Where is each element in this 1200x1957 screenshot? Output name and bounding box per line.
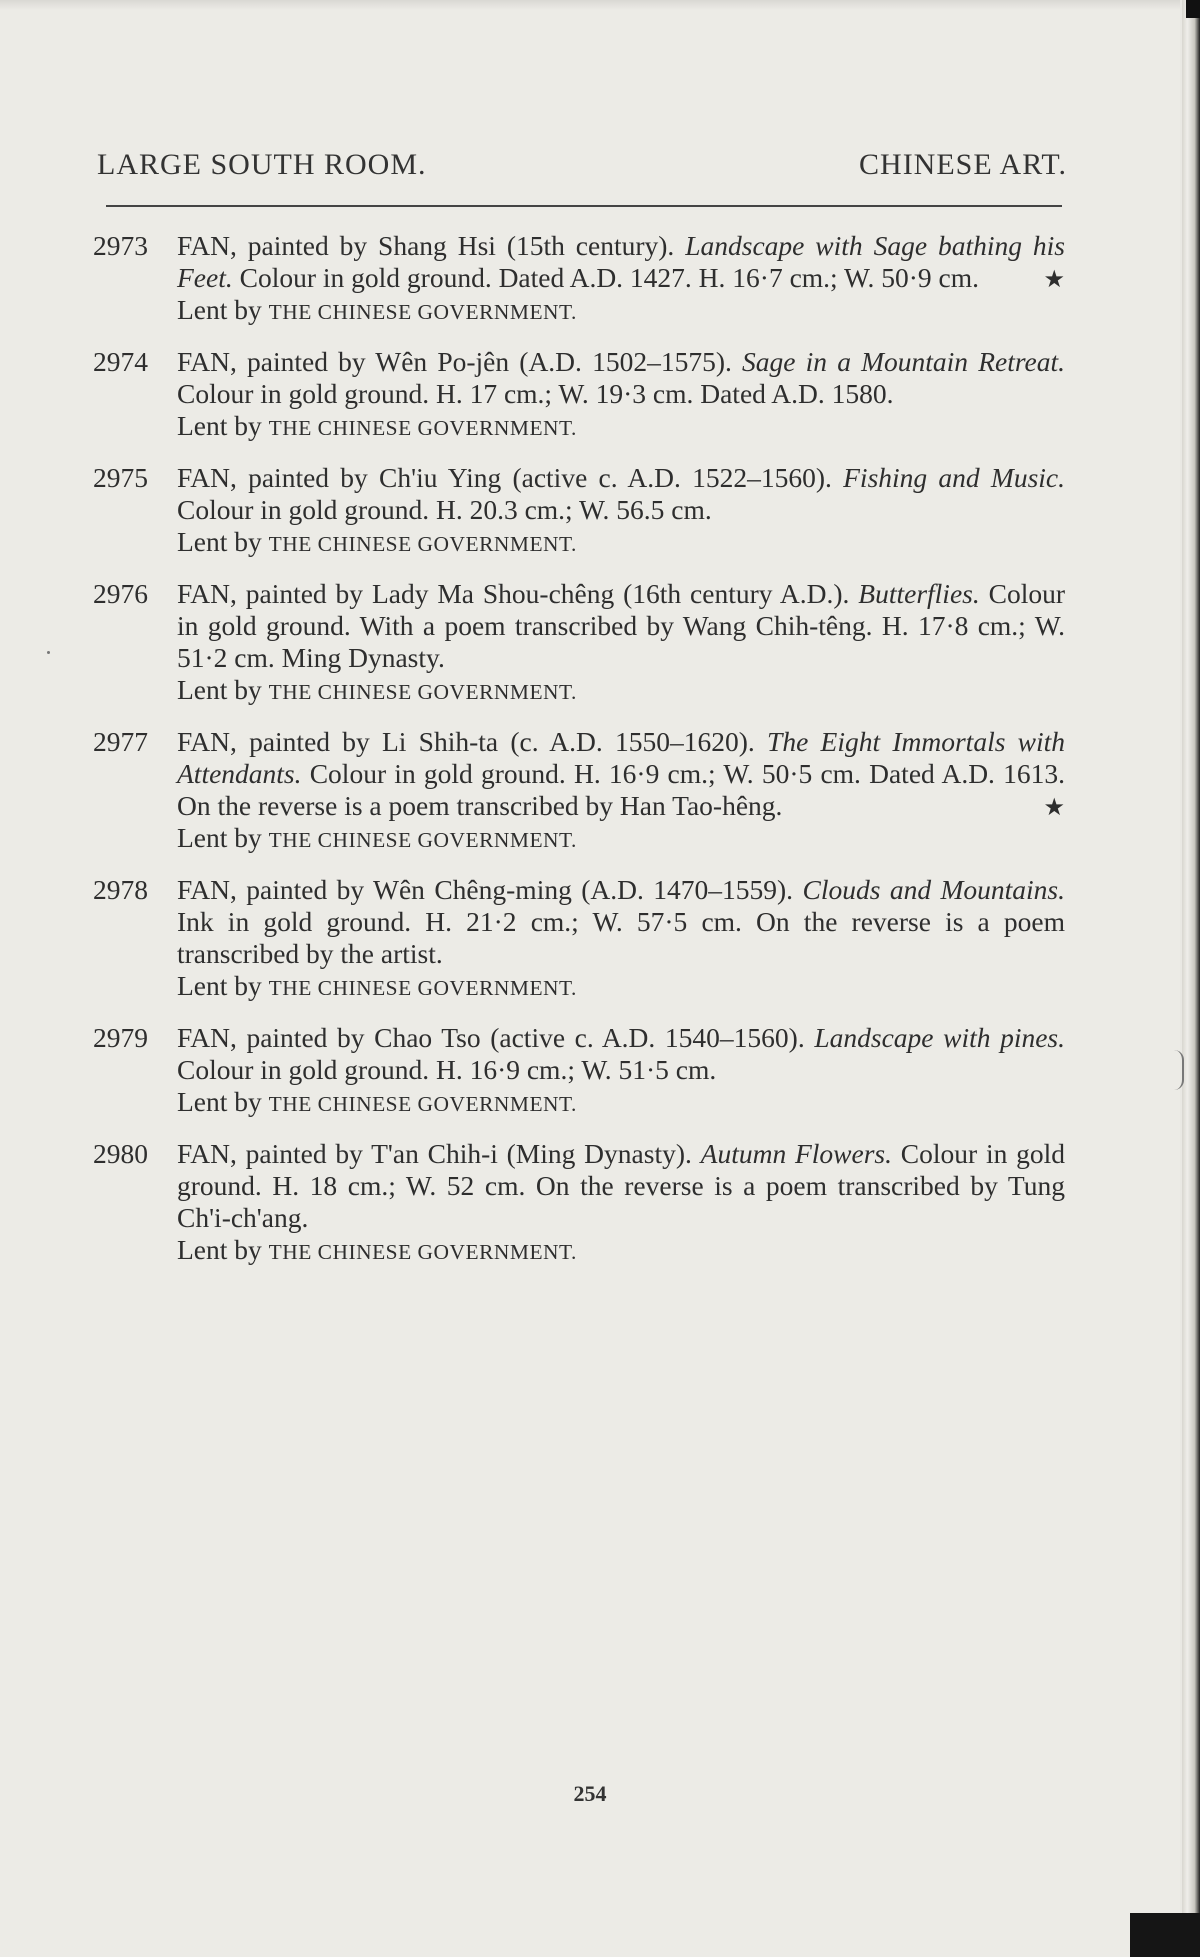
entry-lead: FAN, painted by Chao Tso (active c. A.D. 1540–1560). [177,1022,805,1053]
entry-details: Colour in gold ground. H. 20.3 cm.; W. 56.5 cm. [177,494,712,525]
running-header [97,148,1067,188]
entry-details: Colour in gold ground. With a poem transcribed by Wang Chih-têng. H. 17·8 cm.; W. 51·2 cm. Ming Dynasty. [177,578,1066,673]
entry-details: Colour in gold ground. H. 18 cm.; W. 52 cm. On the reverse is a poem transcribed by Tung Ch'i-ch'ang. [177,1138,1066,1233]
entry-title: Autumn Flowers. [700,1138,892,1169]
catalogue-entry [93,578,1065,708]
entry-title: Clouds and Mountains. [802,874,1066,905]
lender-prefix: Lent by [177,1234,262,1265]
entry-lead: FAN, painted by Wên Po-jên (A.D. 1502–1575). [177,346,732,377]
entry-lender-line [177,410,1065,444]
catalogue-entry [93,462,1065,560]
entry-title: Landscape with pines. [814,1022,1066,1053]
entry-lender-line [177,674,1065,708]
header-room: LARGE SOUTH ROOM. [97,148,427,181]
entry-lender-line [177,294,1065,328]
lender-name: THE CHINESE GOVERNMENT. [268,976,577,1000]
entry-number: 2973 [93,230,148,261]
spine-bottom-corner [1130,1913,1200,1957]
page-number: 254 [573,1781,607,1806]
lender-name: THE CHINESE GOVERNMENT. [268,532,577,556]
catalogue-entry [93,1138,1065,1268]
lender-name: THE CHINESE GOVERNMENT. [268,416,577,440]
entry-lead: FAN, painted by Wên Chêng-ming (A.D. 1470–1559). [177,874,794,905]
entry-details: Colour in gold ground. Dated A.D. 1427. H. 16·7 cm.; W. 50·9 cm. [239,262,979,293]
lender-prefix: Lent by [177,970,262,1001]
margin-speck [47,651,50,654]
star-icon: ★ [1043,795,1065,821]
entry-number: 2978 [93,874,148,905]
entry-description [177,874,1065,970]
entry-title: Landscape with Sage bathing his Feet. [177,230,1065,293]
catalogue-entries [93,230,1065,1286]
page-top-edge [0,0,1180,10]
page-edge-nick [1174,1050,1184,1090]
header-section: CHINESE ART. [859,148,1067,181]
entry-details: Colour in gold ground. H. 16·9 cm.; W. 51·5 cm. [177,1054,717,1085]
header-rule [106,205,1062,207]
lender-prefix: Lent by [177,526,262,557]
lender-prefix: Lent by [177,410,262,441]
lender-name: THE CHINESE GOVERNMENT. [268,1092,577,1116]
entry-description [177,462,1065,526]
entry-lead: FAN, painted by T'an Chih-i (Ming Dynasty). [177,1138,692,1169]
entry-description [177,346,1065,410]
entry-description [177,1022,1065,1086]
entry-title: Butterflies. [858,578,980,609]
entry-number: 2977 [93,726,148,757]
lender-name: THE CHINESE GOVERNMENT. [268,680,577,704]
entry-number: 2976 [93,578,148,609]
entry-number: 2979 [93,1022,148,1053]
star-icon: ★ [1043,267,1065,293]
entry-number: 2975 [93,462,148,493]
catalogue-entry [93,874,1065,1004]
entry-lender-line [177,1086,1065,1120]
entry-description [177,1138,1065,1234]
entry-title: The Eight Immortals with Attendants. [177,726,1066,789]
entry-title: Sage in a Mountain Retreat. [742,346,1065,377]
entry-lead: FAN, painted by Lady Ma Shou-chêng (16th century A.D.). [177,578,850,609]
entry-lender-line [177,1234,1065,1268]
entry-lead: FAN, painted by Li Shih-ta (c. A.D. 1550–1620). [177,726,755,757]
entry-number: 2980 [93,1138,148,1169]
entry-number: 2974 [93,346,148,377]
book-spine-edge [1182,0,1200,1957]
entry-details: Colour in gold ground. H. 16·9 cm.; W. 50·5 cm. Dated A.D. 1613. On the reverse is a poem transcribed by Han Tao-hêng. [177,758,1065,821]
lender-prefix: Lent by [177,822,262,853]
lender-name: THE CHINESE GOVERNMENT. [268,300,577,324]
entry-lead: FAN, painted by Shang Hsi (15th century). [177,230,675,261]
entry-description [177,230,1065,294]
catalogue-entry [93,346,1065,444]
entry-description [177,578,1065,674]
entry-lender-line [177,526,1065,560]
catalogue-entry [93,1022,1065,1120]
lender-name: THE CHINESE GOVERNMENT. [268,1240,577,1264]
lender-prefix: Lent by [177,294,262,325]
entry-details: Ink in gold ground. H. 21·2 cm.; W. 57·5 cm. On the reverse is a poem transcribed by the artist. [177,906,1065,969]
catalogue-entry [93,726,1065,856]
entry-lead: FAN, painted by Ch'iu Ying (active c. A.D. 1522–1560). [177,462,832,493]
lender-name: THE CHINESE GOVERNMENT. [268,828,577,852]
spine-top-corner [1186,0,1200,18]
entry-title: Fishing and Music. [843,462,1065,493]
entry-lender-line [177,970,1065,1004]
entry-lender-line [177,822,1065,856]
entry-description [177,726,1065,822]
lender-prefix: Lent by [177,674,262,705]
catalogue-entry [93,230,1065,328]
lender-prefix: Lent by [177,1086,262,1117]
entry-details: Colour in gold ground. H. 17 cm.; W. 19·3 cm. Dated A.D. 1580. [177,378,894,409]
